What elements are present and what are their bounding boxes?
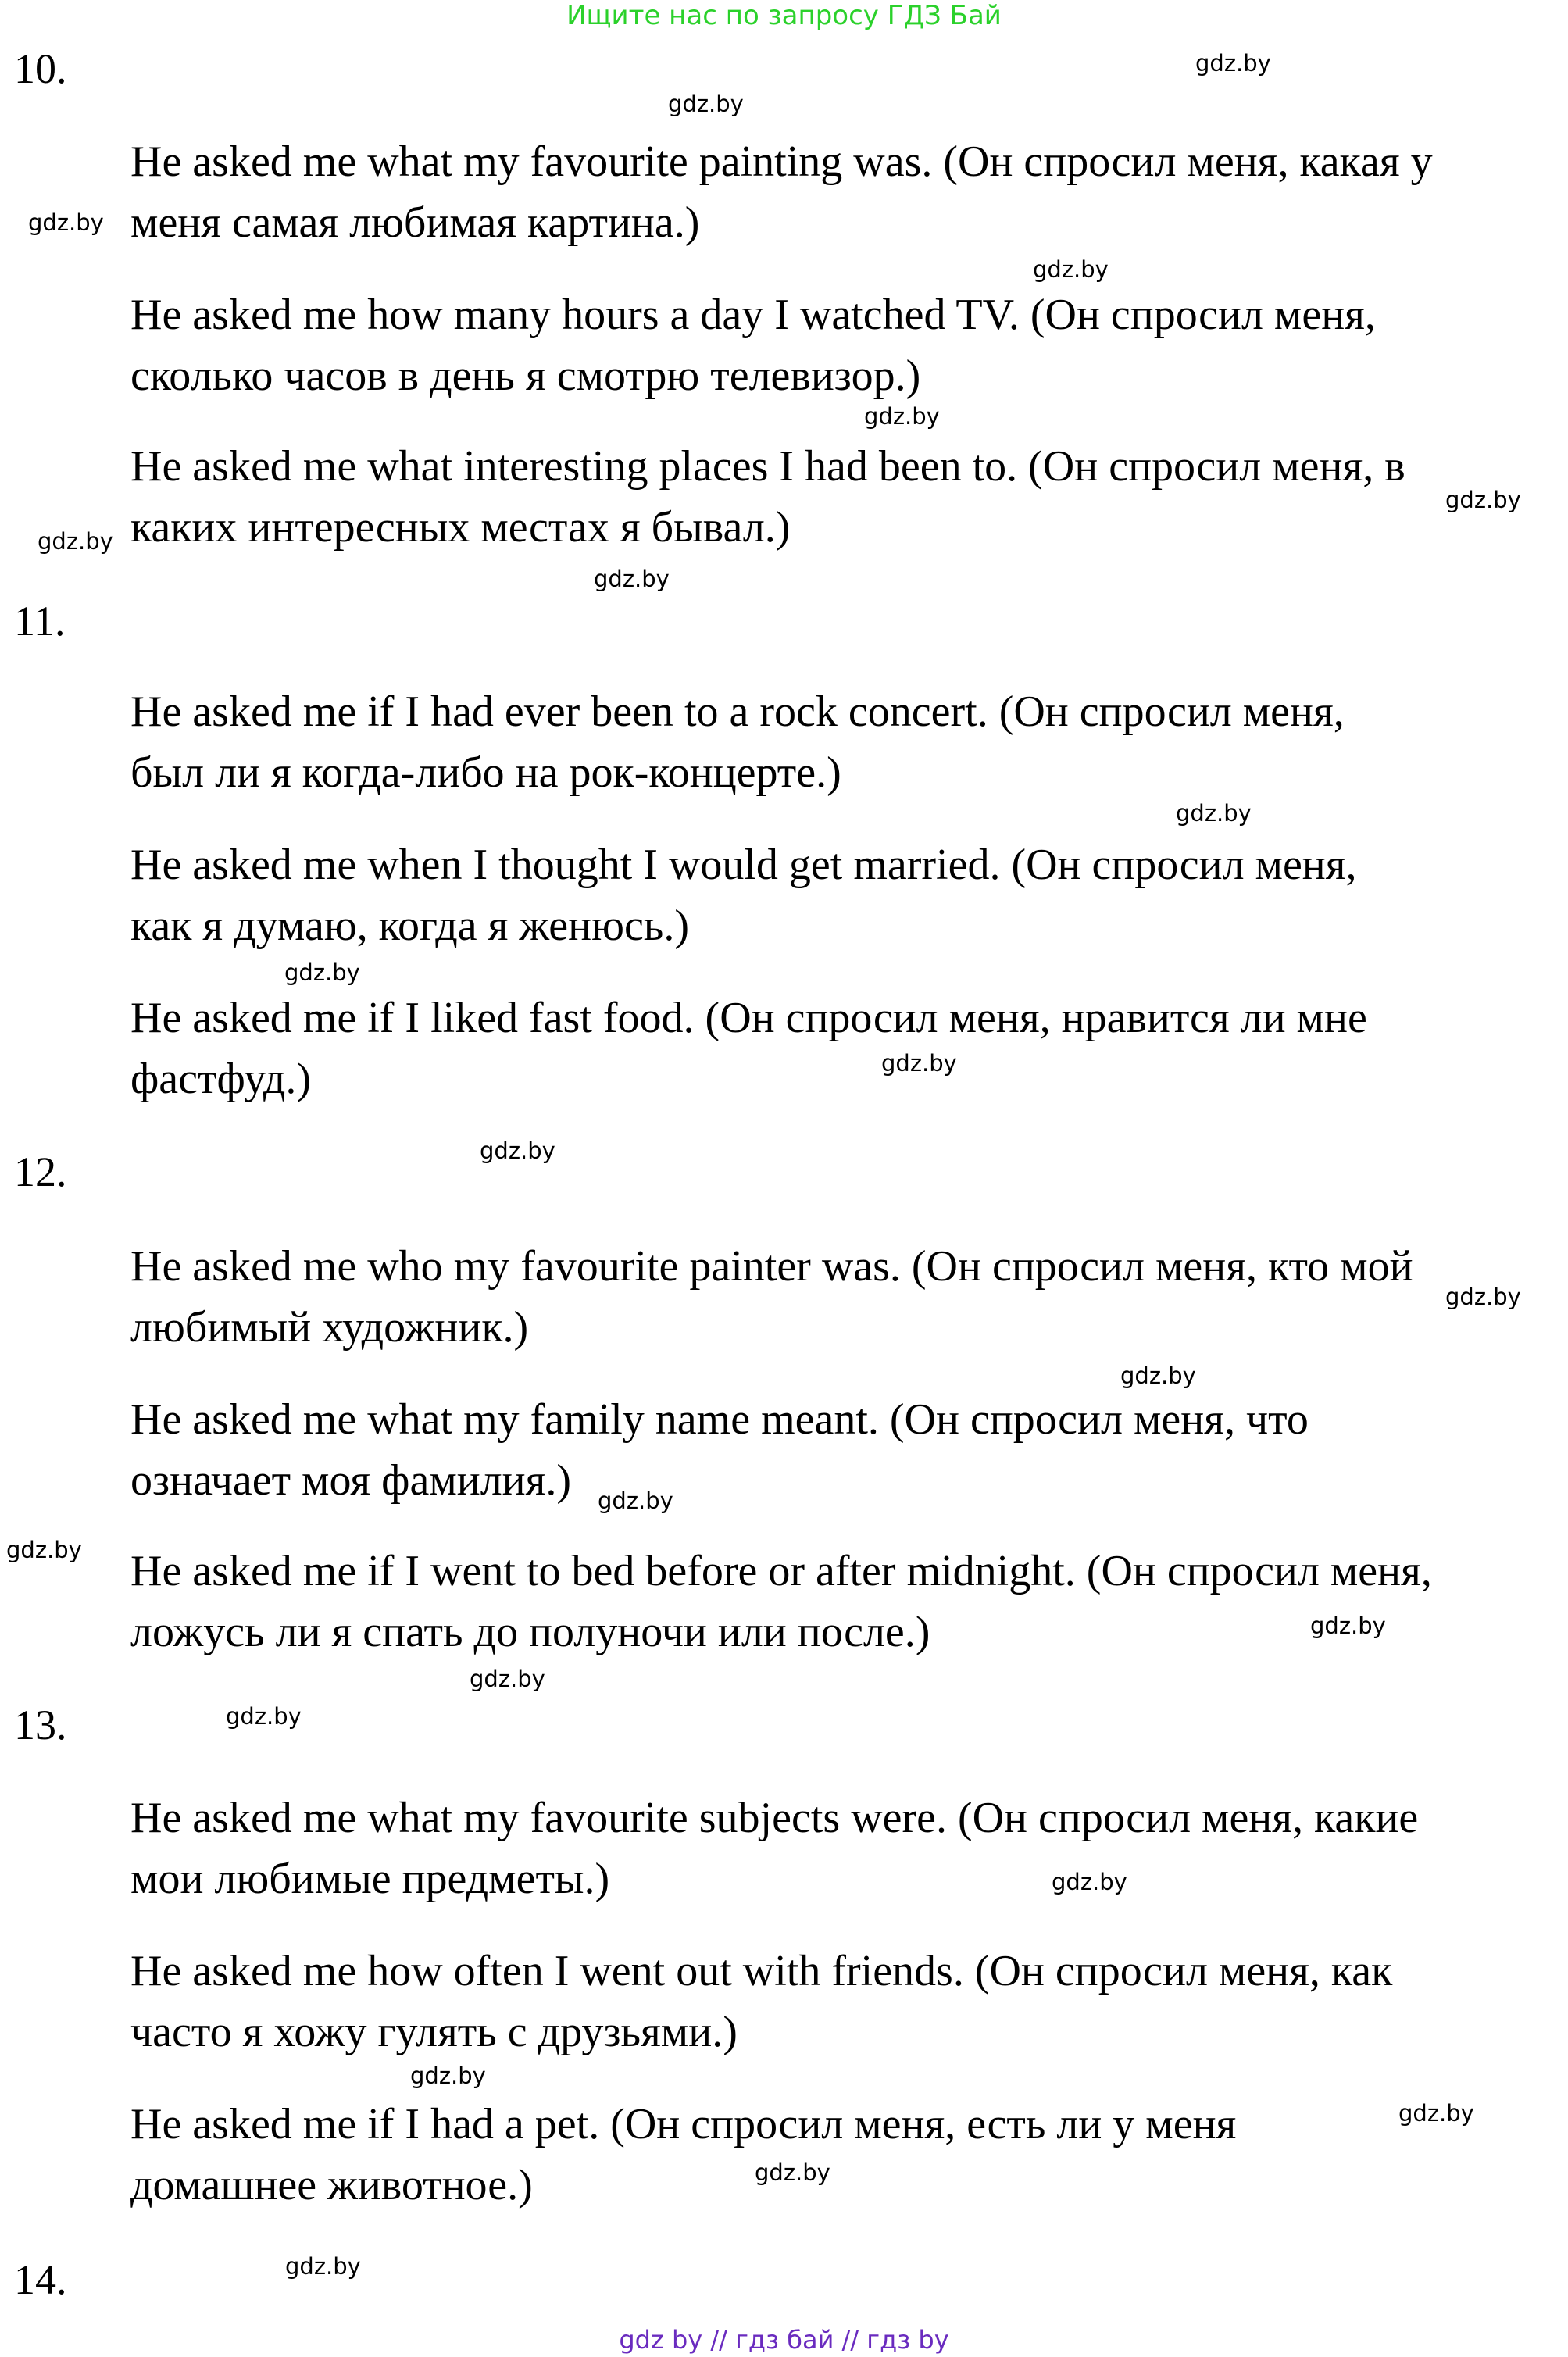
- answer-line: He asked me who my favourite painter was. (Он спросил меня, кто мой: [130, 1242, 1413, 1291]
- answer-sentence: [130, 1941, 1537, 2062]
- answer-line: He asked me what my favourite subjects were. (Он спросил меня, какие: [130, 1794, 1419, 1842]
- watermark: gdz.by: [1120, 1362, 1196, 1389]
- answer-line: He asked me when I thought I would get married. (Он спросил меня,: [130, 841, 1357, 889]
- watermark: gdz.by: [28, 209, 104, 236]
- answer-sentence: [130, 834, 1537, 956]
- answer-line: ложусь ли я спать до полуночи или после.): [130, 1608, 930, 1656]
- watermark: gdz.by: [226, 1703, 302, 1730]
- watermark: gdz.by: [594, 566, 670, 592]
- answer-sentence: [130, 987, 1537, 1109]
- answer-sentence: [130, 2094, 1537, 2216]
- answer-line: He asked me what my favourite painting was. (Он спросил меня, какая у: [130, 137, 1433, 186]
- answer-line: He asked me if I had ever been to a rock concert. (Он спросил меня,: [130, 687, 1345, 736]
- watermark: gdz.by: [864, 403, 940, 430]
- answer-line: He asked me what my family name meant. (Он спросил меня, что: [130, 1395, 1309, 1444]
- watermark: gdz.by: [881, 1050, 957, 1077]
- answer-line: He asked me if I liked fast food. (Он спросил меня, нравится ли мне: [130, 994, 1367, 1042]
- watermark: gdz.by: [1176, 800, 1252, 827]
- watermark: gdz.by: [38, 528, 113, 555]
- answer-line: He asked me how many hours a day I watched TV. (Он спросил меня,: [130, 291, 1376, 339]
- watermark: gdz.by: [284, 959, 360, 986]
- watermark: gdz.by: [598, 1487, 673, 1514]
- watermark: gdz.by: [1445, 487, 1521, 513]
- answer-sentence: [130, 284, 1537, 406]
- exercise-number: 10.: [14, 45, 67, 92]
- exercise-number: 14.: [14, 2256, 67, 2303]
- watermark: gdz.by: [1052, 1869, 1127, 1895]
- answer-line: означает моя фамилия.): [130, 1456, 572, 1505]
- answer-line: меня самая любимая картина.): [130, 198, 700, 247]
- answer-sentence: [130, 436, 1537, 558]
- answer-line: как я думаю, когда я женюсь.): [130, 902, 689, 950]
- watermark: gdz.by: [1398, 2100, 1474, 2127]
- watermark: gdz.by: [1445, 1284, 1521, 1310]
- watermark: gdz.by: [668, 91, 744, 117]
- answer-sentence: [130, 681, 1537, 803]
- exercise-number: 12.: [14, 1148, 67, 1195]
- exercise-number: 11.: [14, 598, 66, 645]
- watermark: gdz.by: [480, 1137, 555, 1164]
- watermark: gdz.by: [755, 2159, 830, 2186]
- answer-line: фастфуд.): [130, 1055, 311, 1103]
- answer-line: часто я хожу гулять с друзьями.): [130, 2008, 738, 2056]
- answer-line: He asked me if I went to bed before or after midnight. (Он спросил меня,: [130, 1547, 1432, 1595]
- top-banner[interactable]: Ищите нас по запросу ГДЗ Бай: [566, 0, 1002, 31]
- answer-sentence: [130, 1236, 1537, 1358]
- watermark: gdz.by: [410, 2062, 486, 2089]
- watermark: gdz.by: [6, 1537, 82, 1563]
- answer-sentence: [130, 1389, 1537, 1511]
- answer-line: мои любимые предметы.): [130, 1855, 610, 1903]
- answer-sentence: [130, 1787, 1537, 1909]
- answer-sentence: [130, 131, 1537, 253]
- answer-line: He asked me if I had a pet. (Он спросил меня, есть ли у меня: [130, 2100, 1237, 2148]
- watermark: gdz.by: [1310, 1612, 1386, 1639]
- footer-links[interactable]: gdz by // гдз бай // гдз by: [619, 2325, 949, 2355]
- answer-sentence: [130, 1541, 1537, 1662]
- answer-line: сколько часов в день я смотрю телевизор.): [130, 352, 921, 400]
- answer-line: He asked me what interesting places I had been to. (Он спросил меня, в: [130, 442, 1405, 491]
- watermark: gdz.by: [470, 1666, 545, 1692]
- watermark: gdz.by: [1033, 256, 1109, 283]
- answer-line: был ли я когда-либо на рок-концерте.): [130, 748, 841, 797]
- watermark: gdz.by: [1195, 50, 1271, 77]
- answer-line: любимый художник.): [130, 1303, 529, 1352]
- watermark: gdz.by: [285, 2253, 361, 2280]
- answer-line: каких интересных местах я бывал.): [130, 503, 791, 552]
- answer-line: домашнее животное.): [130, 2161, 533, 2209]
- exercise-number: 13.: [14, 1702, 67, 1748]
- answer-line: He asked me how often I went out with friends. (Он спросил меня, как: [130, 1947, 1393, 1995]
